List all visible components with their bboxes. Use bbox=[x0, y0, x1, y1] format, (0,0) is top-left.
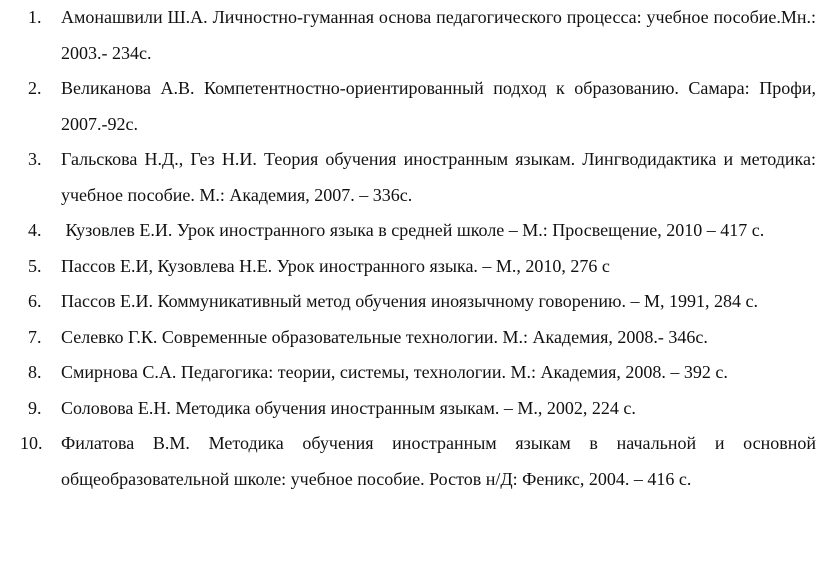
reference-number: 4. bbox=[28, 220, 42, 240]
reference-number: 2. bbox=[28, 78, 42, 98]
reference-number: 7. bbox=[28, 326, 42, 347]
reference-text: Гальскова Н.Д., Гез Н.И. Теория обучения иностранным языкам. Лингводидактика и методика: учебное пособие. М.: Академия, 2007. – 336с. bbox=[61, 149, 816, 205]
reference-text: Великанова А.В. Компетентностно-ориентированный подход к образованию. Самара: Профи, 2007.-92с. bbox=[61, 78, 816, 134]
reference-item-8 bbox=[0, 355, 816, 391]
reference-text: Соловова Е.Н. Методика обучения иностранным языкам. – М., 2002, 224 с. bbox=[61, 397, 636, 418]
reference-number: 9. bbox=[28, 397, 42, 418]
reference-number: 3. bbox=[28, 149, 42, 169]
reference-text: Амонашвили Ш.А. Личностно-гуманная основа педагогического процесса: учебное пособие.Мн.: 2003.- 234с. bbox=[61, 7, 816, 63]
reference-item-9 bbox=[0, 391, 816, 427]
reference-item-2 bbox=[0, 71, 816, 142]
reference-item-4 bbox=[0, 213, 816, 249]
reference-number: 1. bbox=[28, 7, 42, 27]
reference-text: Смирнова С.А. Педагогика: теории, системы, технологии. М.: Академия, 2008. – 392 с. bbox=[61, 362, 728, 382]
reference-text: Пассов Е.И. Коммуникативный метод обучения иноязычному говорению. – М, 1991, 284 с. bbox=[61, 291, 758, 311]
reference-number: 6. bbox=[28, 291, 42, 311]
reference-number: 8. bbox=[28, 362, 42, 382]
reference-item-5 bbox=[0, 249, 816, 285]
reference-item-10 bbox=[0, 426, 816, 497]
reference-text: Пассов Е.И, Кузовлева Н.Е. Урок иностранного языка. – М., 2010, 276 с bbox=[61, 255, 610, 276]
reference-item-1 bbox=[0, 0, 816, 71]
reference-item-3 bbox=[0, 142, 816, 213]
reference-item-6 bbox=[0, 284, 816, 320]
reference-text: Филатова В.М. Методика обучения иностранным языкам в начальной и основной общеобразовательной школе: учебное пособие. Ростов н/Д: Феникс, 2004. – 416 с. bbox=[61, 433, 816, 489]
reference-number: 5. bbox=[28, 255, 42, 276]
reference-text: Кузовлев Е.И. Урок иностранного языка в средней школе – М.: Просвещение, 2010 – 417 с. bbox=[61, 220, 765, 240]
reference-text: Селевко Г.К. Современные образовательные технологии. М.: Академия, 2008.- 346с. bbox=[61, 326, 708, 347]
reference-item-7 bbox=[0, 320, 816, 356]
reference-number: 10. bbox=[20, 433, 43, 453]
